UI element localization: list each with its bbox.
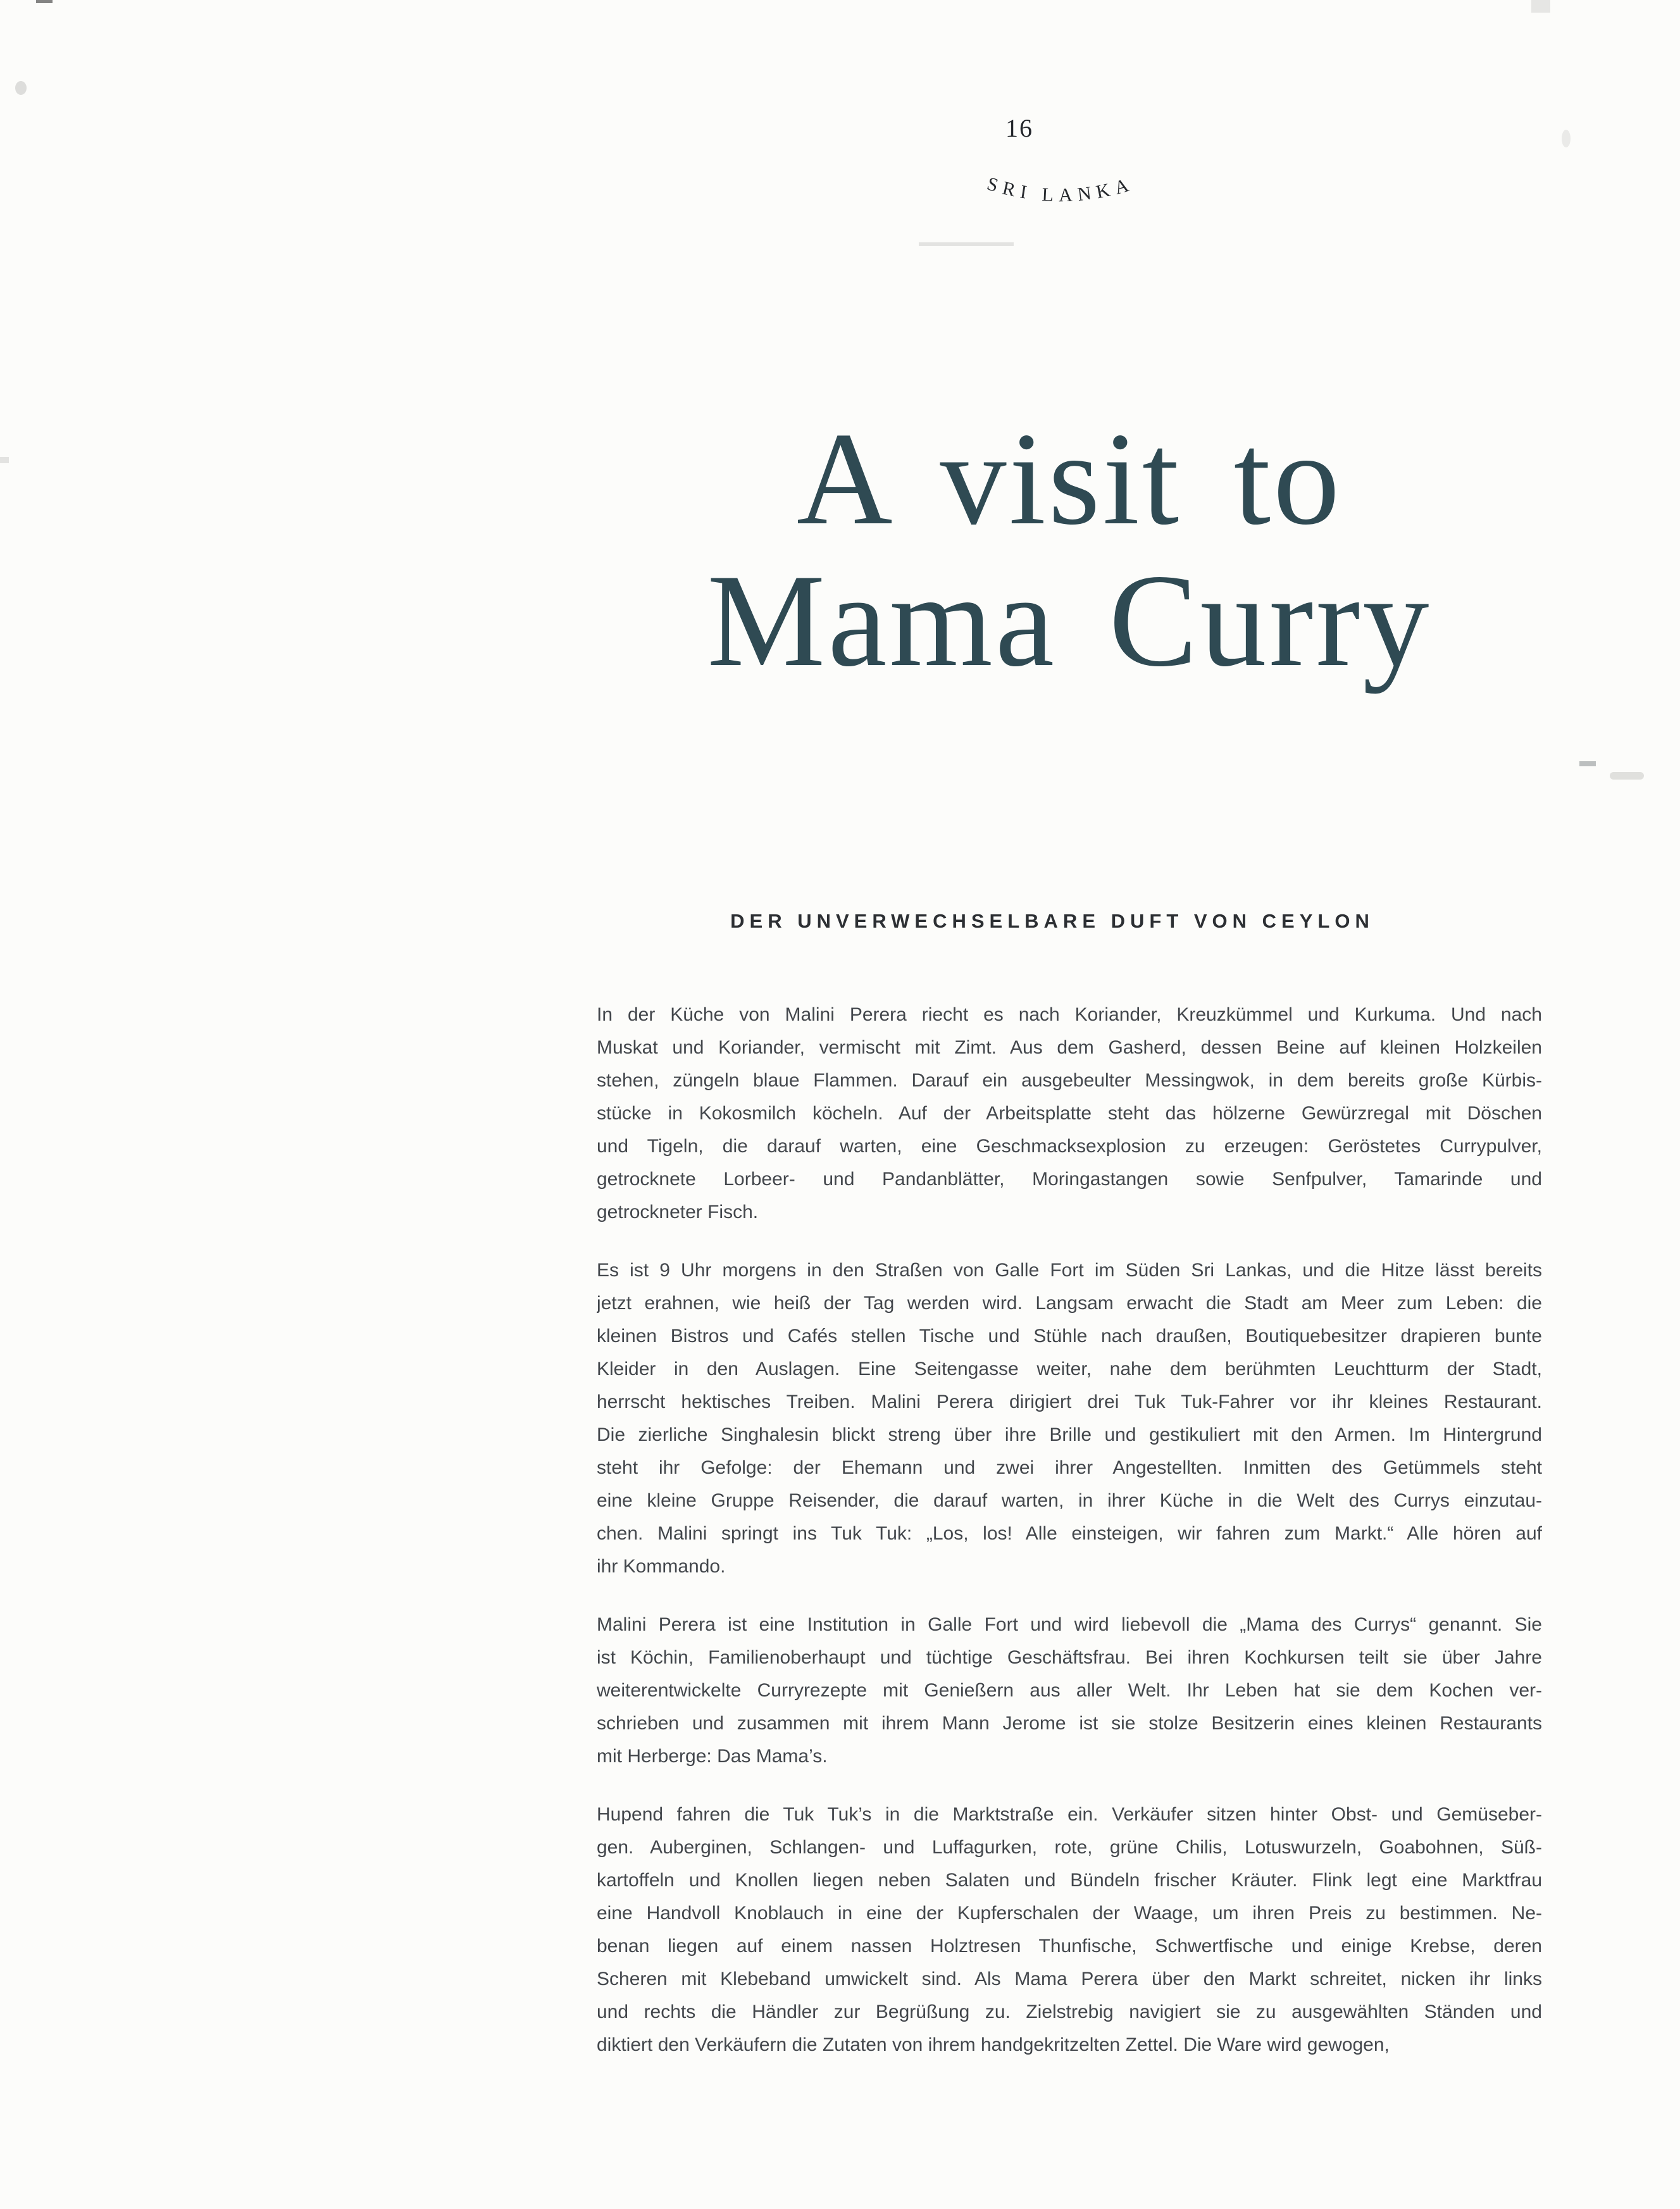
scan-artifact bbox=[36, 0, 53, 3]
text-line: stücke in Kokosmilch köcheln. Auf der Arbeitsplatte steht das hölzerne Gewürzregal mit Döschen bbox=[597, 1103, 1542, 1124]
page-title-line2: Mama Curry bbox=[707, 547, 1432, 694]
text-line: Scheren mit Klebeband umwickelt sind. Als Mama Perera über den Markt schreitet, nicken ihr links bbox=[597, 1969, 1542, 1989]
text-line: stehen, züngeln blaue Flammen. Darauf ein ausgebeulter Messingwok, in dem bereits große Kürbis- bbox=[597, 1070, 1542, 1091]
text-line: Es ist 9 Uhr morgens in den Straßen von Galle Fort im Süden Sri Lankas, und die Hitze lässt bereits bbox=[597, 1260, 1542, 1281]
text-line: weiterentwickelte Curryrezepte mit Genießern aus aller Welt. Ihr Leben hat sie dem Kochen ver- bbox=[597, 1680, 1542, 1701]
page-subtitle: DER UNVERWECHSELBARE DUFT VON CEYLON bbox=[730, 910, 1374, 932]
text-line: Hupend fahren die Tuk Tuk’s in die Marktstraße ein. Verkäufer sitzen hinter Obst- und Gemüseber- bbox=[597, 1804, 1542, 1825]
text-line: Die zierliche Singhalesin blickt streng über ihre Brille und gestikuliert mit den Armen. Im Hintergrund bbox=[597, 1424, 1542, 1445]
scan-artifact bbox=[0, 457, 9, 463]
text-line: und rechts die Händler zur Begrüßung zu. Zielstrebig navigiert sie zu ausgewählten Ständen und bbox=[597, 2001, 1542, 2022]
text-line: und Tigeln, die darauf warten, eine Geschmacksexplosion zu erzeugen: Geröstetes Currypulver, bbox=[597, 1136, 1542, 1157]
text-line: steht ihr Gefolge: der Ehemann und zwei ihrer Angestellten. Inmitten des Getümmels steht bbox=[597, 1457, 1542, 1478]
text-line: gen. Auberginen, Schlangen- und Luffagurken, rote, grüne Chilis, Lotuswurzeln, Goabohnen, Süß- bbox=[597, 1837, 1542, 1858]
scan-artifact bbox=[1579, 761, 1596, 766]
scan-artifact bbox=[1562, 130, 1571, 147]
text-line: kartoffeln und Knollen liegen neben Salaten und Bündeln frischer Kräuter. Flink legt eine Marktfrau bbox=[597, 1870, 1542, 1891]
text-line: getrocknete Lorbeer- und Pandanblätter, Moringastangen sowie Senfpulver, Tamarinde und bbox=[597, 1169, 1542, 1190]
scan-artifact bbox=[15, 81, 27, 95]
text-line: Malini Perera ist eine Institution in Galle Fort und wird liebevoll die „Mama des Currys“ genannt. Sie bbox=[597, 1614, 1542, 1635]
text-line: herrscht hektisches Treiben. Malini Perera dirigiert drei Tuk Tuk-Fahrer vor ihr kleines Restaurant. bbox=[597, 1391, 1542, 1412]
paragraph bbox=[597, 1609, 1542, 1773]
text-line: diktiert den Verkäufern die Zutaten von ihrem handgekritzelten Zettel. Die Ware wird gewogen, bbox=[597, 2034, 1390, 2055]
text-line: ist Köchin, Familienoberhaupt und tüchtige Geschäftsfrau. Bei ihren Kochkursen teilt sie über Jahre bbox=[597, 1647, 1542, 1668]
text-line: getrockneter Fisch. bbox=[597, 1202, 759, 1223]
scan-artifact bbox=[919, 242, 1014, 246]
text-line: ihr Kommando. bbox=[597, 1556, 726, 1577]
text-line: jetzt erahnen, wie heiß der Tag werden wird. Langsam erwacht die Stadt am Meer zum Leben: die bbox=[597, 1293, 1542, 1314]
text-line: eine Handvoll Knoblauch in eine der Kupferschalen der Waage, um ihren Preis zu bestimmen. Ne- bbox=[597, 1903, 1542, 1924]
text-line: mit Herberge: Das Mama’s. bbox=[597, 1746, 828, 1767]
text-line: eine kleine Gruppe Reisender, die darauf warten, in ihrer Küche in die Welt des Currys einzutau- bbox=[597, 1490, 1542, 1511]
text-line: schrieben und zusammen mit ihrem Mann Jerome ist sie stolze Besitzerin eines kleinen Restaurants bbox=[597, 1713, 1542, 1734]
article-body bbox=[597, 999, 1542, 2087]
paragraph bbox=[597, 999, 1542, 1229]
text-line: In der Küche von Malini Perera riecht es nach Koriander, Kreuzkümmel und Kurkuma. Und nach bbox=[597, 1004, 1542, 1025]
page-title bbox=[597, 405, 1542, 694]
kicker-text: SRI LANKA bbox=[984, 173, 1136, 206]
scan-artifact bbox=[1610, 772, 1644, 780]
paragraph bbox=[597, 1254, 1542, 1583]
text-line: chen. Malini springt ins Tuk Tuk: „Los, los! Alle einsteigen, wir fahren zum Markt.“ Alle hören auf bbox=[597, 1523, 1542, 1544]
scan-artifact bbox=[1531, 0, 1550, 13]
page-title-line1: A visit to bbox=[796, 405, 1343, 552]
text-line: Muskat und Koriander, vermischt mit Zimt. Aus dem Gasherd, dessen Beine auf kleinen Holzkeilen bbox=[597, 1037, 1542, 1058]
svg-text:SRI LANKA bbox=[985, 173, 1136, 206]
text-line: benan liegen auf einem nassen Holztresen Thunfische, Schwertfische und einige Krebse, deren bbox=[597, 1936, 1542, 1957]
paragraph bbox=[597, 1798, 1542, 2062]
kicker-arc bbox=[959, 159, 1162, 229]
text-line: kleinen Bistros und Cafés stellen Tische und Stühle nach draußen, Boutiquebesitzer drapieren bunte bbox=[597, 1326, 1542, 1347]
text-line: Kleider in den Auslagen. Eine Seitengasse weiter, nahe dem berühmten Leuchtturm der Stadt, bbox=[597, 1359, 1542, 1379]
page-number: 16 bbox=[1005, 114, 1033, 142]
